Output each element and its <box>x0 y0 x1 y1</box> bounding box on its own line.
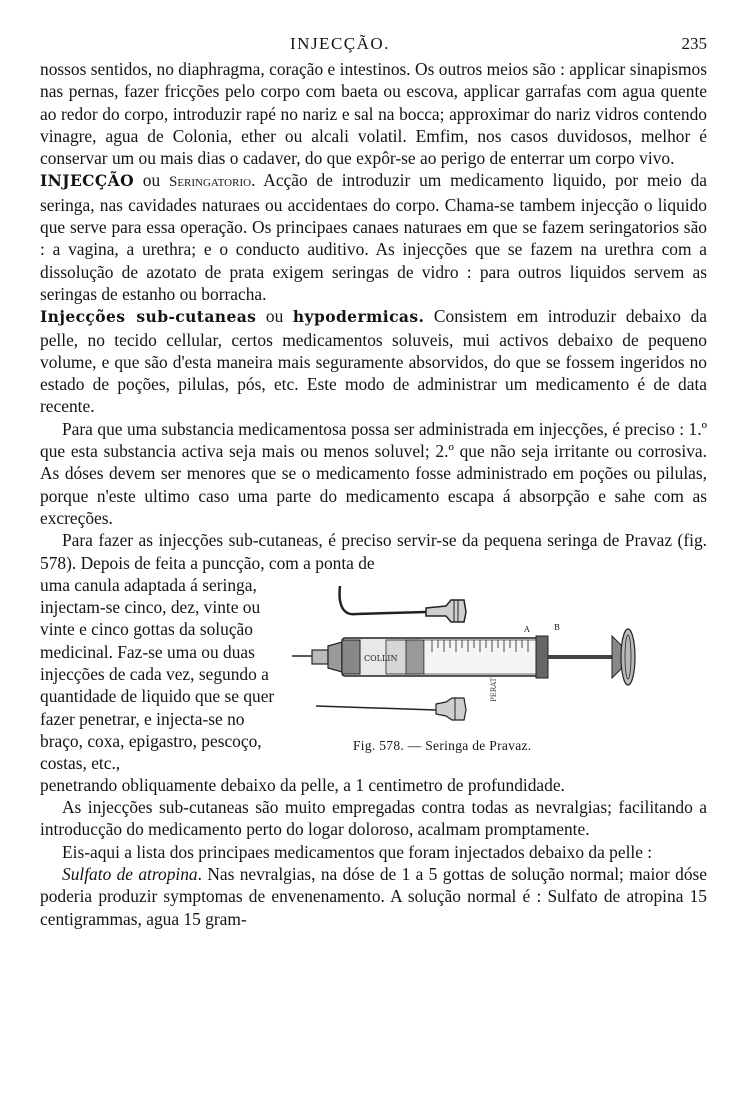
paragraph-pravaz-end: penetrando obliquamente debaixo da pelle, a 1 centimetro de profundidade. <box>40 774 565 795</box>
entry-sub-cutaneas <box>40 305 707 417</box>
curved-cannula <box>340 586 466 622</box>
paragraph-nevralgias: As injecções sub-cutaneas são muito empregadas contra todas as nevralgias; facilitando a introducção do medicamento perto do logar doloroso, acalmam promptamente. <box>40 797 707 840</box>
page <box>40 34 707 930</box>
figure-caption: Fig. 578. — Seringa de Pravaz. <box>353 737 532 753</box>
running-title: INJECÇÃO. <box>290 34 390 53</box>
syringe-body <box>292 629 635 685</box>
paragraph-pravaz-intro: Para fazer as injecções sub-cutaneas, é preciso servir-se da pequena seringa de Pravaz (fig. 578). Depois de feita a puncção, com a ponta de <box>40 530 707 573</box>
engraver-signature: PERAT <box>490 677 498 702</box>
straight-needle <box>316 698 466 720</box>
sub-term-2: hypodermicas. <box>292 307 425 327</box>
running-header <box>40 34 707 58</box>
entry-injeccao <box>40 169 707 305</box>
barrel-label: COLLIN <box>364 653 398 663</box>
sub-term-1: Injecções sub-cutaneas <box>40 307 257 327</box>
entry-definition: . Acção de introduzir um medicamento liquido, por meio da seringa, nas cavidades naturaes ou accidentaes do corpo. Chama-se tambem injecção o liquido que serve para essa operação. Os principaes canaes naturaes em que se fazem seringatorios são : a vagina, a urethra; e o conducto auditivo. As injecções que se fazem na urethra com a dissolução de azotato de prata exigem seringas de vidro : para outros liquidos servem as seringas de estanho ou borracha. <box>40 170 708 304</box>
paragraph-pravaz-wrap: uma canula adaptada á seringa, injectam-se cinco, dez, vinte ou vinte e cinco gottas da solução medicinal. Faz-se uma ou duas injecções de cada vez, segundo a quantidade de liquido que se quer fazer penetrar, e injecta-se no braço, coxa, epigastro, pescoço, costas, etc., <box>40 574 275 774</box>
paragraph-atropina <box>40 863 707 930</box>
page-number: 235 <box>681 34 707 53</box>
pravaz-syringe-illustration <box>286 578 706 733</box>
entry-synonym: Seringatorio <box>168 174 252 191</box>
figure-wrap-block <box>40 574 707 774</box>
sub-definition: Consistem em introduzir debaixo da pelle, no tecido cellular, certos medicamentos soluveis, mui activos debaixo de pequeno volume, e que são d'esta maneira mais seguramente absorvidos, do que se fossem ingeridos no estado de poções, pilulas, pós, etc. Este modo de administrar um medicamento é de data recente. <box>40 306 707 417</box>
drug-text: . Nas nevralgias, na dóse de 1 a 5 gottas de solução normal; maior dóse poderia produzir symptomas de envenenamento. A solução normal é : Sulfato de atropina 15 centigrammas, agua 15 gram- <box>40 864 708 929</box>
sub-ou: ou <box>256 306 293 327</box>
figure-letter-a: A <box>524 624 530 634</box>
paragraph-resuscitation-end: nossos sentidos, no diaphragma, coração e intestinos. Os outros meios são : applicar sinapismos nas pernas, fazer fricções pelo corpo com baeta ou escova, applicar garrafas com agua quente ao redor do corpo, introduzir rapé no nariz e sal na bocca; approximar do nariz vidros contendo vinagre, agua de Colonia, ether ou alcali volatil. Emfim, nos casos duvidosos, melhor é conservar um ou mais dias o cadaver, do que expôr-se ao perigo de enterrar um corpo vivo. <box>40 59 707 169</box>
figure-578 <box>286 578 706 768</box>
figure-letter-b: B <box>554 622 560 632</box>
drug-name: Sulfato de atropina <box>62 864 198 885</box>
paragraph-conditions: Para que uma substancia medicamentosa possa ser administrada em injecções, é preciso : 1.º que esta substancia activa seja mais ou menos soluvel; 2.º que não seja irritante ou corrosiva. As dóses devem ser menores que se o medicamento fosse administrado em poções ou pilulas, porque n'este ultimo caso uma parte do medicamento escapa á absorpção e sahe com as excreções. <box>40 418 707 528</box>
entry-ou: ou <box>133 170 169 191</box>
entry-term: INJECÇÃO <box>40 171 134 191</box>
paragraph-list-intro: Eis-aqui a lista dos principaes medicamentos que foram injectados debaixo da pelle : <box>62 841 653 862</box>
